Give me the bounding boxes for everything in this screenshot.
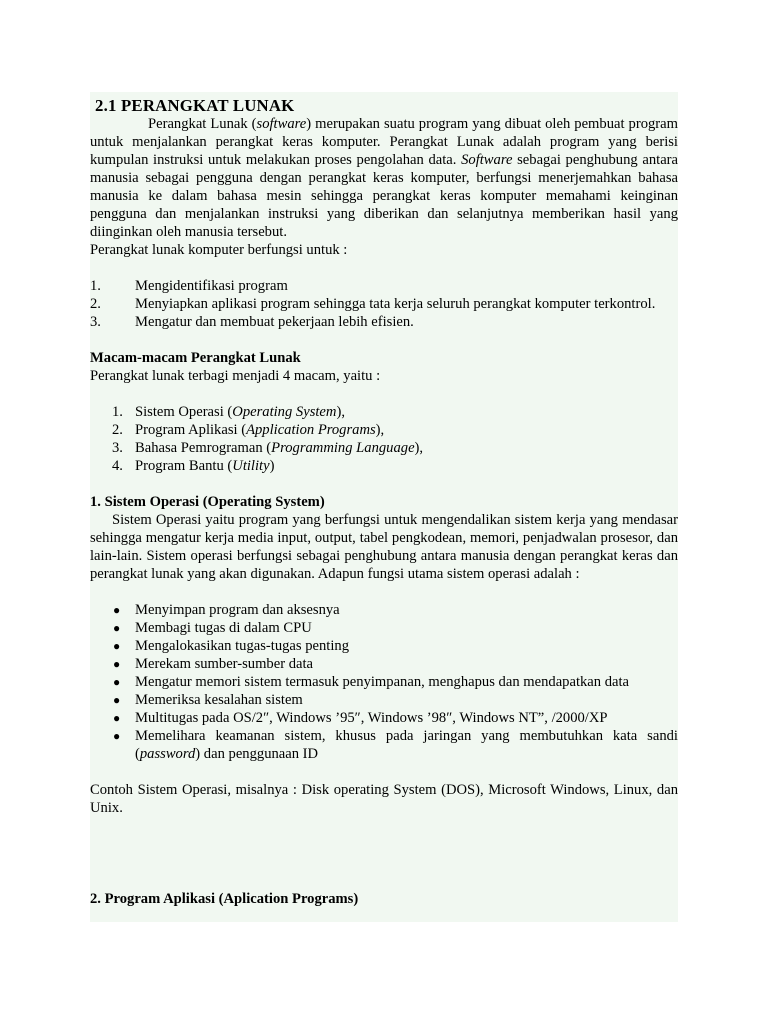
list-tail: ), [414,440,424,456]
os-functions-list [90,601,678,763]
spacer [90,259,678,277]
document-content [90,96,678,909]
spacer [90,475,678,493]
spacer [90,763,678,781]
list-item [90,295,678,313]
intro-text-c: sebagai penghubung antara manusia sebagai pengguna dengan perangkat keras komputer, berfungsi menerjemahkan bahasa manusia ke dalam bahasa mesin sehingga perangkat keras komputer memahami keinginan pengguna dan menjalankan instruksi yang diberikan dan selanjutnya memberikan hasil yang diinginkan oleh manusia tersebut. [90,152,679,240]
list-item [90,439,678,457]
list-number: 2. [112,422,123,438]
list-text: Sistem Operasi ( [135,404,233,420]
bullet-icon: ● [113,729,121,743]
bullet-icon: ● [113,657,121,671]
list-text: Membagi tugas di dalam CPU [135,620,312,636]
bullet-icon: ● [113,639,121,653]
list-text: Multitugas pada OS/2″, Windows ’95″, Windows ’98″, Windows NT”, /2000/XP [135,710,608,726]
list-number: 2. [90,296,101,312]
list-item [90,727,678,763]
list-text: Memelihara keamanan sistem, khusus pada jaringan yang membutuhkan kata sandi ( [135,728,678,762]
os-heading: 1. Sistem Operasi (Operating System) [90,494,325,510]
list-item [90,637,678,655]
bullet-icon: ● [113,675,121,689]
types-heading: Macam-macam Perangkat Lunak [90,350,301,366]
list-tail: ) [269,458,275,474]
list-text: Mengatur dan membuat pekerjaan lebih efisien. [135,314,414,330]
list-tail: ), [375,422,385,438]
document-page [90,92,678,922]
intro-em-software-2: Software [461,152,513,168]
list-item [90,655,678,673]
list-item [90,313,678,331]
list-number: 4. [112,458,123,474]
list-number: 1. [90,278,101,294]
list-em: Application Programs [246,422,376,438]
list-text: Bahasa Pemrograman ( [135,440,272,456]
list-item [90,691,678,709]
list-item [90,673,678,691]
functions-list [90,277,678,331]
bullet-icon: ● [113,621,121,635]
list-item [90,709,678,727]
list-text: Program Aplikasi ( [135,422,247,438]
app-heading: 2. Program Aplikasi (Aplication Programs) [90,891,359,907]
bullet-icon: ● [113,693,121,707]
os-example: Contoh Sistem Operasi, misalnya : Disk operating System (DOS), Microsoft Windows, Linux, dan Unix. [90,782,678,816]
spacer [90,817,678,889]
functions-intro: Perangkat lunak komputer berfungsi untuk : [90,242,348,258]
intro-text-a: Perangkat Lunak ( [148,116,257,132]
spacer [90,583,678,601]
types-list [90,403,678,475]
spacer [90,385,678,403]
list-text: Menyiapkan aplikasi program sehingga tata kerja seluruh perangkat komputer terkontrol. [135,296,656,312]
list-item [90,277,678,295]
spacer [90,331,678,349]
section-title: 2.1 PERANGKAT LUNAK [95,96,295,115]
list-text: Memeriksa kesalahan sistem [135,692,303,708]
intro-paragraph [90,115,678,241]
intro-text-b: ) merupakan suatu program yang dibuat oleh pembuat program untuk menjalankan perangkat keras komputer. Perangkat Lunak adalah program yang berisi kumpulan instruksi untuk melakukan proses pengolahan data. [90,116,678,168]
list-item [90,601,678,619]
os-paragraph: Sistem Operasi yaitu program yang berfungsi untuk mengendalikan sistem kerja yang mendasar sehingga mengatur kerja media input, output, tabel pengkodean, memori, penjadwalan prosesor, dan lain-lain. Sistem operasi berfungsi sebagai penghubung antara manusia dengan perangkat keras dan perangkat lunak yang akan digunakan. Adapun fungsi utama sistem operasi adalah : [90,512,678,582]
list-item [90,619,678,637]
list-item [90,457,678,475]
list-text: Merekam sumber-sumber data [135,656,314,672]
intro-em-software: software [256,116,307,132]
list-number: 3. [90,314,101,330]
list-number: 3. [112,440,123,456]
list-tail: ) dan penggunaan ID [195,746,319,762]
list-text: Program Bantu ( [135,458,233,474]
list-text: Mengalokasikan tugas-tugas penting [135,638,349,654]
list-text: Menyimpan program dan aksesnya [135,602,340,618]
list-em: password [139,746,196,762]
list-item [90,403,678,421]
list-em: Operating System [232,404,337,420]
list-text: Mengidentifikasi program [135,278,288,294]
list-item [90,421,678,439]
list-number: 1. [112,404,123,420]
bullet-icon: ● [113,603,121,617]
list-em: Programming Language [271,440,415,456]
list-text: Mengatur memori sistem termasuk penyimpanan, menghapus dan mendapatkan data [135,674,630,690]
list-em: Utility [232,458,270,474]
types-intro: Perangkat lunak terbagi menjadi 4 macam, yaitu : [90,368,381,384]
bullet-icon: ● [113,711,121,725]
list-tail: ), [336,404,345,420]
